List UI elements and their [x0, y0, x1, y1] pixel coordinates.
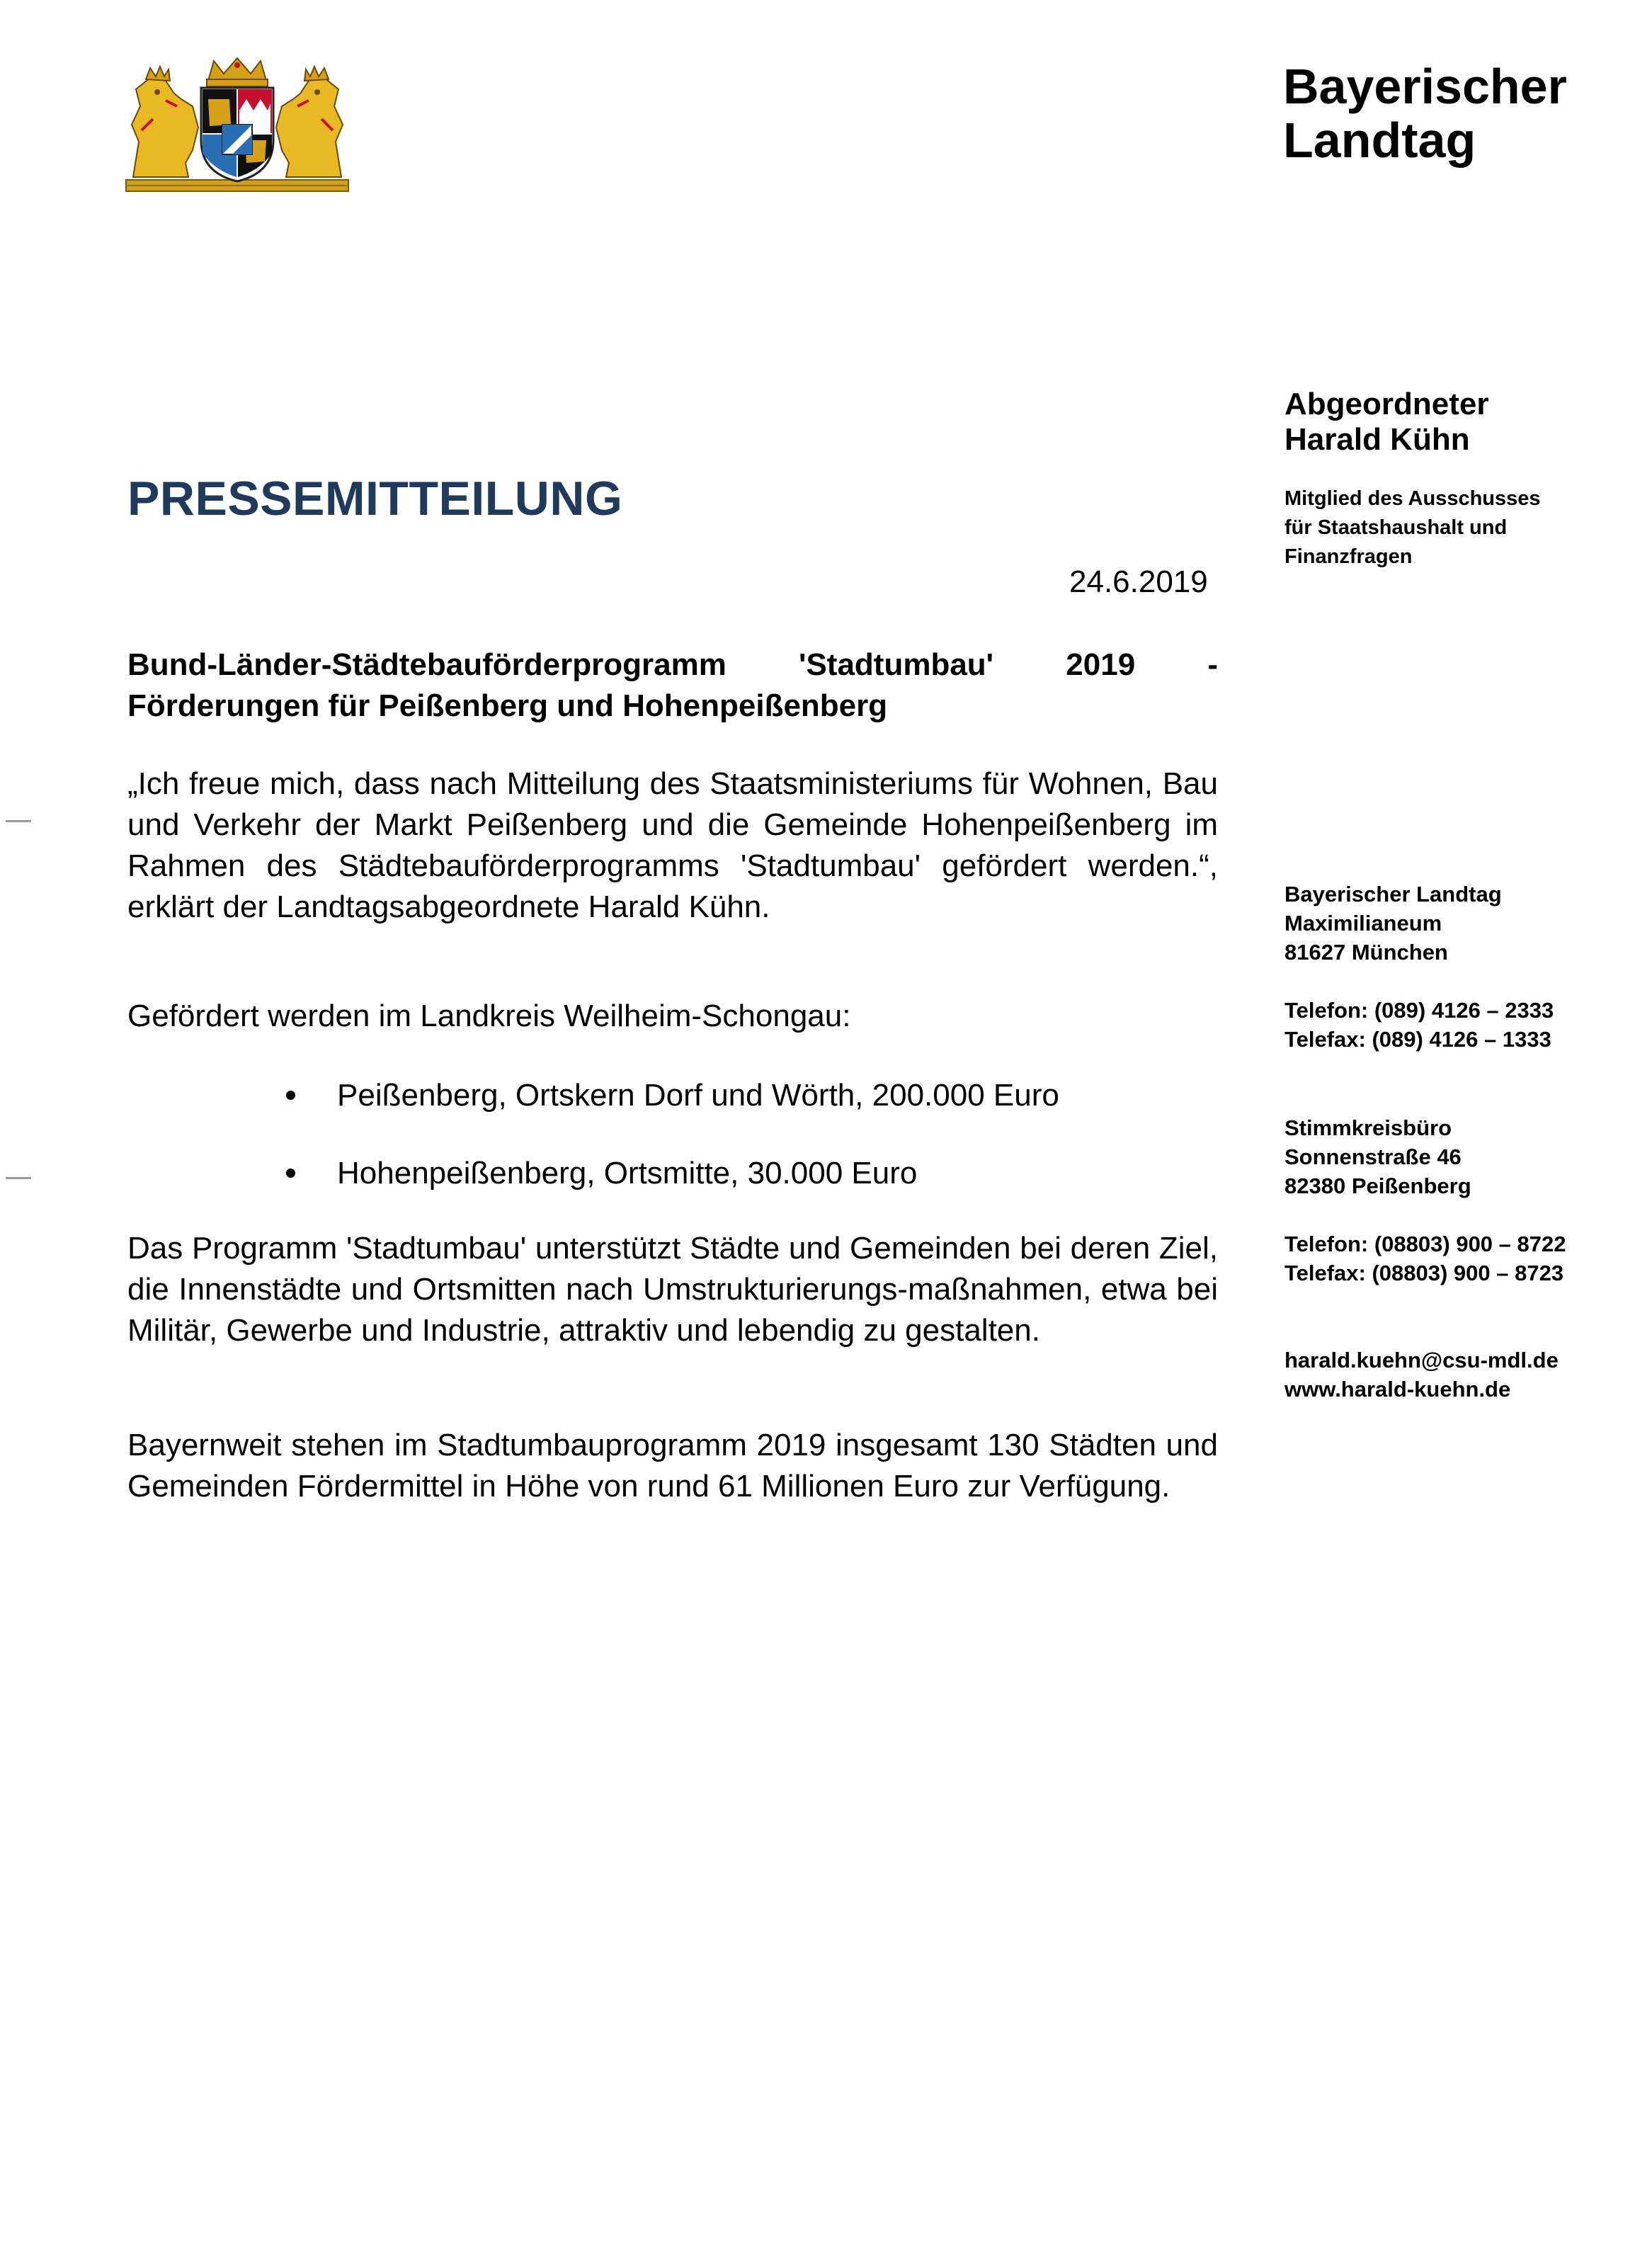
- body-paragraph-2: Gefördert werden im Landkreis Weilheim-Schongau:: [127, 999, 851, 1033]
- funding-list: [127, 1075, 1218, 1231]
- fold-mark: [6, 820, 31, 822]
- brand-name: [1283, 59, 1567, 167]
- brand-line-1: Bayerischer: [1283, 59, 1567, 114]
- address-line: Bayerischer Landtag: [1284, 882, 1502, 906]
- bullet-icon: [286, 1169, 295, 1178]
- member-role: [1284, 484, 1541, 572]
- member-role-line-2: für Staatshaushalt und: [1284, 516, 1508, 539]
- press-date: 24.6.2019: [1069, 564, 1208, 599]
- body-paragraph-3: Das Programm 'Stadtumbau' unterstützt Städte und Gemeinden bei deren Ziel, die Innenstädte und Ortsmitten nach Umstrukturierungs-maßnahmen, etwa bei Militär, Gewerbe und Industrie, attraktiv und lebendig zu gestalten.: [127, 1231, 1218, 1348]
- fold-mark: [6, 1177, 31, 1179]
- office-line: Stimmkreisbüro: [1284, 1115, 1452, 1140]
- office-line: Sonnenstraße 46: [1284, 1144, 1462, 1169]
- address-line: Maximilianeum: [1284, 911, 1442, 936]
- body-paragraph-4: Bayernweit stehen im Stadtumbauprogramm 2019 insgesamt 130 Städten und Gemeinden Fördermittel in Höhe von rund 61 Millionen Euro zur Verfügung.: [127, 1428, 1218, 1504]
- list-item-text: Hohenpeißenberg, Ortsmitte, 30.000 Euro: [337, 1156, 918, 1190]
- contact-web: [1284, 1346, 1559, 1404]
- office-line: 82380 Peißenberg: [1284, 1173, 1471, 1198]
- member-role-line-3: Finanzfragen: [1284, 545, 1413, 568]
- phone-line: Telefon: (08803) 900 – 8722: [1284, 1232, 1566, 1256]
- contact-address: [1284, 880, 1502, 967]
- constituency-office: [1284, 1113, 1471, 1200]
- contact-phone: [1284, 996, 1554, 1054]
- office-phone: [1284, 1229, 1566, 1288]
- fax-line: Telefax: (08803) 900 – 8723: [1284, 1261, 1564, 1285]
- phone-line: Telefon: (089) 4126 – 2333: [1284, 998, 1554, 1023]
- member-role-line-1: Mitglied des Ausschusses: [1284, 487, 1541, 510]
- member-name: [1284, 387, 1488, 457]
- page-title: PRESSEMITTEILUNG: [127, 472, 623, 525]
- fax-line: Telefax: (089) 4126 – 1333: [1284, 1027, 1551, 1052]
- brand-line-2: Landtag: [1283, 113, 1476, 168]
- email-link[interactable]: harald.kuehn@csu-mdl.de: [1284, 1348, 1559, 1372]
- address-line: 81627 München: [1284, 940, 1448, 965]
- subject-line-2: Förderungen für Peißenberg und Hohenpeißenberg: [127, 688, 888, 723]
- subject-line-1: Bund-Länder-Städtebauförderprogramm 'Stadtumbau' 2019 -: [127, 647, 1218, 682]
- press-subject: [127, 644, 1218, 727]
- body-paragraph-1: „Ich freue mich, dass nach Mitteilung des Staatsministeriums für Wohnen, Bau und Verkehr der Markt Peißenberg und die Gemeinde Hohenpeißenberg im Rahmen des Städtebauförderprogramms 'Stadtumbau' gefördert werden.“, erklärt der Landtagsabgeordnete Harald Kühn.: [127, 766, 1218, 924]
- list-item-text: Peißenberg, Ortskern Dorf und Wörth, 200.000 Euro: [337, 1078, 1059, 1113]
- member-title-line-1: Abgeordneter: [1284, 387, 1489, 421]
- member-title-line-2: Harald Kühn: [1284, 422, 1470, 457]
- bavarian-coat-of-arms-icon: [125, 57, 350, 193]
- bullet-icon: [286, 1091, 295, 1100]
- list-item: [127, 1075, 1218, 1116]
- website-link[interactable]: www.harald-kuehn.de: [1284, 1377, 1511, 1402]
- list-item: [127, 1153, 1218, 1194]
